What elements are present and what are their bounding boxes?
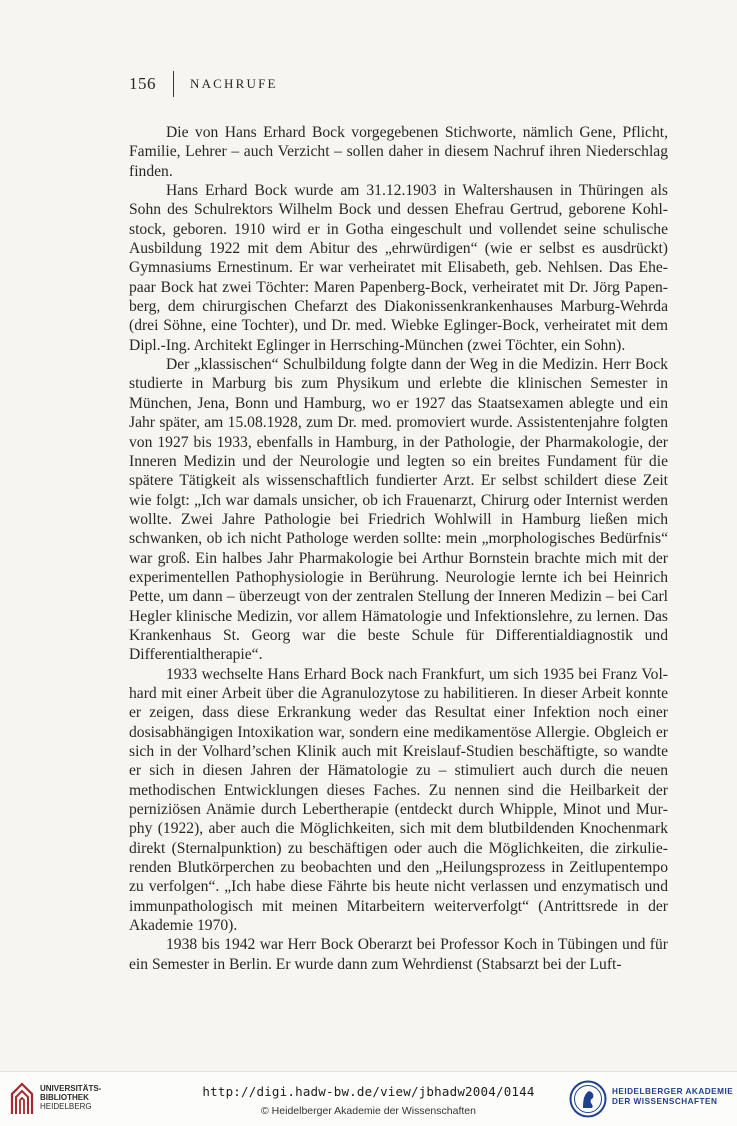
paragraph-3: Der „klassischen“ Schulbildung folgte dann der Weg in die Medizin. Herr Bock studierte in Marburg bis zum Physikum und erlebte die klinischen Semester in München, Jena, Bonn und Hamburg, wo er 1927 das Staatsexamen ablegte und ein Jahr später, am 15.08.1928, zum Dr. med. promoviert wurde. Assistentenjahre folgten von 1927 bis 1933, ebenfalls in Hamburg, in der Pathologie, der Pharmakologie, der Inneren Medizin und der Neurologie und legten so ein breites Fundament für die spätere Tätigkeit als wissenschaftlich fundierter Arzt. Er selbst schildert diese Zeit wie folgt: „Ich war damals unsicher, ob ich Frauenarzt, Chirurg oder Internist werden wollte. Zwei Jahre Pathologie bei Friedrich Wohlwill in Hamburg ließen mich schwanken, ob ich nicht Pathologe werden sollte: mein „morphologisches Bedürfnis“ war groß. Ein halbes Jahr Pharmakologie bei Arthur Bornstein brachte mich mit der experimentellen Pathophysiologie in Berührung. Neurologie lernte ich bei Heinrich Pette, um dann – überzeugt von der zentralen Stellung der Inneren Medizin – bei Carl Hegler klinische Medizin, vor allem Hämatologie und Infektionslehre, zu lernen. Das Krankenhaus St. Georg war die beste Schule für Differentialdiagnostik und Differentialtherapie“. [129,356,668,664]
viewer-footer [0,1071,737,1126]
running-header [129,72,278,96]
paragraph-2: Hans Erhard Bock wurde am 31.12.1903 in Waltershausen in Thüringen als Sohn des Schulrektors Wilhelm Bock und dessen Ehefrau Gertrud, geborene Kohlstock, geboren. 1910 wird er in Gotha eingeschult und vollendet seine schulische Ausbildung 1922 mit dem Abitur des „ehrwürdigen“ (wie er selbst es ausdrückt) Gymnasiums Ernestinum. Er war verheiratet mit Elisabeth, geb. Nehlsen. Das Ehepaar Bock hat zwei Töchter: Maren Papenberg-Bock, verheiratet mit Dr. Jörg Papenberg, dem chirurgischen Chefarzt des Diakonissenkrankenhauses Marburg-Wehrda (drei Söhne, eine Tochter), und Dr. med. Wiebke Eglinger-Bock, verheiratet mit dem Dipl.-Ing. Architekt Eglinger in Herrsching-München (zwei Töchter, ein Sohn). [129,182,668,354]
library-name-line3: HEIDELBERG [40,1102,92,1111]
academy-name-line1: HEIDELBERGER AKADEMIE [612,1087,734,1096]
section-title: NACHRUFE [190,76,278,91]
body-text [129,123,668,974]
paragraph-1: Die von Hans Erhard Bock vorgegebenen Stichworte, nämlich Gene, Pflicht, Familie, Lehrer – auch Verzicht – sollen daher in diesem Nachruf ihren Niederschlag finden. [129,124,668,180]
page-number: 156 [129,74,156,93]
paragraph-4: 1933 wechselte Hans Erhard Bock nach Frankfurt, um sich 1935 bei Franz Volhard mit einer Arbeit über die Agranulozytose zu habilitieren. In dieser Arbeit konnte er zeigen, dass diese Erkrankung weder das Resultat einer Infektion noch einer dosisabhängigen Intoxikation war, sondern eine medikamentöse Allergie. Obgleich er sich in der Volhard’schen Klinik auch mit Kreislauf-Studien beschäftigte, so wandte er sich in diesen Jahren der Hämatologie zu – stimuliert auch durch die neuen methodischen Entwicklungen dieses Faches. Zu nennen sind die Heilbarkeit der perniziösen Anämie durch Lebertherapie (entdeckt durch Whipple, Minot und Murphy (1922), aber auch die Möglichkeiten, sich mit dem blutbildenden Knochenmark direkt (Sternalpunktion) zu beschäftigen oder auch die Möglichkeiten, die zirkulierenden Blutkörperchen zu beobachten und den „Heilungsprozess in Zeitlupentempo zu verfolgen“. „Ich habe diese Fährte bis heute nicht verlassen und enzymatisch und immunpathologisch mit meinen Mitarbeitern weiterverfolgt“ (Antrittsrede in der Akademie 1970). [129,665,668,935]
academy-name-line2: DER WISSENSCHAFTEN [612,1097,718,1106]
academy-seal-icon[interactable] [569,1080,607,1118]
paragraph-5: 1938 bis 1942 war Herr Bock Oberarzt bei Professor Koch in Tübingen und für ein Semester in Berlin. Er wurde dann zum Wehrdienst (Stabsarzt bei der Luft- [129,936,668,973]
permalink-url[interactable]: http://digi.hadw-bw.de/view/jbhadw2004/0144 [202,1084,535,1099]
copyright-notice: © Heidelberger Akademie der Wissenschaften [261,1105,476,1117]
academy-name [612,1087,733,1107]
library-name-line2: BIBLIOTHEK [40,1093,89,1102]
library-name-line1: UNIVERSITÄTS- [40,1084,102,1093]
header-divider [173,71,174,97]
